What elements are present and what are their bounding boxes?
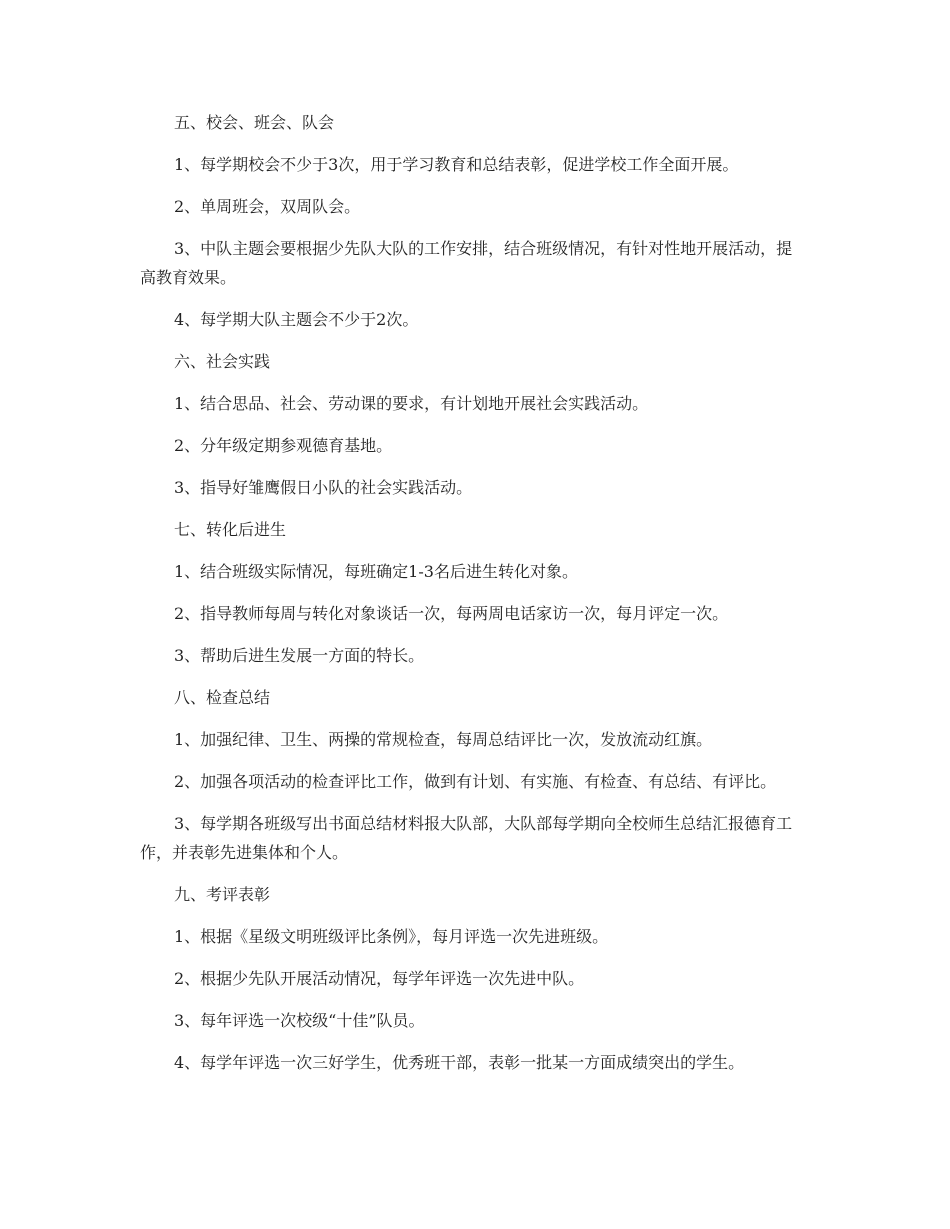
paragraph: 1、结合班级实际情况，每班确定1-3名后进生转化对象。: [174, 562, 578, 581]
paragraph: 3、指导好雏鹰假日小队的社会实践活动。: [174, 478, 473, 497]
paragraph: 3、每年评选一次校级“十佳”队员。: [174, 1011, 425, 1030]
section-heading-7: 七、转化后进生: [174, 520, 287, 539]
section-heading-8: 八、检查总结: [174, 688, 271, 707]
paragraph: 1、加强纪律、卫生、两操的常规检查，每周总结评比一次，发放流动红旗。: [174, 730, 713, 749]
section-heading-9: 九、考评表彰: [174, 885, 271, 904]
paragraph: 4、每学年评选一次三好学生，优秀班干部，表彰一批某一方面成绩突出的学生。: [174, 1053, 745, 1072]
paragraph: 1、结合思品、社会、劳动课的要求，有计划地开展社会实践活动。: [174, 394, 649, 413]
paragraph: 4、每学期大队主题会不少于2次。: [174, 310, 419, 329]
paragraph: 3、每学期各班级写出书面总结材料报大队部，大队部每学期向全校师生总结汇报德育工作，并表彰先进集体和个人。: [140, 814, 793, 862]
paragraph: 2、指导教师每周与转化对象谈话一次，每两周电话家访一次，每月评定一次。: [174, 604, 729, 623]
paragraph: 1、每学期校会不少于3次，用于学习教育和总结表彰，促进学校工作全面开展。: [174, 155, 739, 174]
section-heading-5: 五、校会、班会、队会: [174, 113, 335, 132]
paragraph: 3、帮助后进生发展一方面的特长。: [174, 646, 425, 665]
paragraph: 1、根据《星级文明班级评比条例》，每月评选一次先进班级。: [174, 927, 609, 946]
document-body: [140, 108, 804, 1090]
paragraph: 2、根据少先队开展活动情况，每学年评选一次先进中队。: [174, 969, 585, 988]
section-heading-6: 六、社会实践: [174, 352, 271, 371]
paragraph: 2、单周班会，双周队会。: [174, 197, 361, 216]
paragraph: 2、加强各项活动的检查评比工作，做到有计划、有实施、有检查、有总结、有评比。: [174, 772, 777, 791]
paragraph: 3、中队主题会要根据少先队大队的工作安排，结合班级情况，有针对性地开展活动，提高教育效果。: [140, 239, 793, 287]
paragraph: 2、分年级定期参观德育基地。: [174, 436, 393, 455]
